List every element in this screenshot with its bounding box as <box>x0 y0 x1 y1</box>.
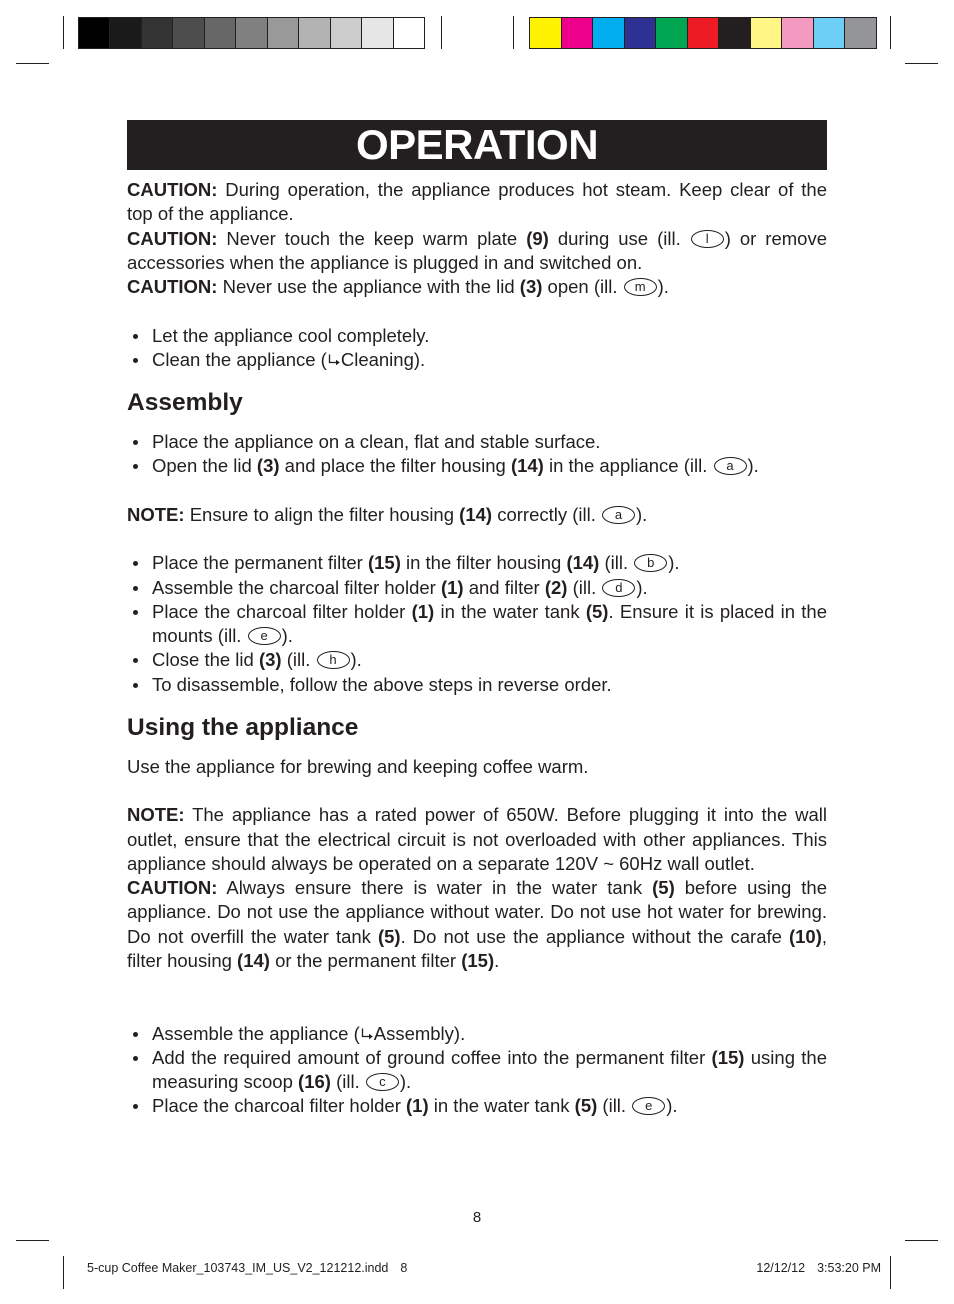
text-run: Place the charcoal filter holder <box>152 600 412 622</box>
bullet-icon <box>133 334 138 339</box>
text-run: ). <box>657 276 669 297</box>
text-run: or the permanent filter <box>269 949 462 971</box>
text-run: . Do not use the appliance without the carafe <box>400 925 789 947</box>
crop-mark-top-right-horizontal <box>905 63 938 64</box>
bold-text: (9) <box>526 227 549 249</box>
bold-text: NOTE: <box>127 503 185 525</box>
color-swatch <box>750 18 782 48</box>
crop-mark-top-left-horizontal <box>16 63 49 64</box>
registration-mark-color-bar <box>513 16 514 49</box>
text-run: Always ensure there is water in the water tank <box>217 877 653 898</box>
page-number: 8 <box>472 1209 482 1226</box>
caution-keep-warm-plate <box>127 227 827 276</box>
illustration-ref-badge: a <box>714 457 747 475</box>
caution-water-tank <box>127 876 827 973</box>
illustration-ref-badge: a <box>602 506 635 524</box>
print-slug-timestamp <box>756 1260 881 1276</box>
text-run: Clean the appliance ( <box>152 348 327 370</box>
text-run: during use (ill. <box>548 227 690 249</box>
text-run: using the measuring scoop <box>152 1046 827 1092</box>
bold-text: (1) <box>411 600 435 622</box>
bold-text: (14) <box>510 455 544 477</box>
text-run: Never use the appliance with the lid <box>217 276 520 297</box>
text-run: before using the appliance. Do not use the appliance without water. Do not use hot water for brewing. Do not overfill the water tank <box>127 877 827 947</box>
slug-time: 3:53:20 PM <box>817 1261 881 1275</box>
gray-swatch <box>79 18 109 48</box>
assembly-setup-steps <box>127 430 827 479</box>
text-run: correctly (ill. <box>492 503 602 525</box>
text-run: . Ensure it is placed in the mounts (ill. <box>152 600 827 646</box>
color-swatch <box>530 18 561 48</box>
text-run: (ill. <box>281 649 316 671</box>
crop-mark-top-left-vertical <box>63 16 64 49</box>
text-run: Use the appliance for brewing and keeping coffee warm. <box>127 755 589 777</box>
crop-mark-top-right-vertical <box>890 16 891 49</box>
crop-mark-bottom-left-horizontal <box>16 1240 49 1241</box>
bold-text: (5) <box>377 925 401 947</box>
text-run: Place the appliance on a clean, flat and stable surface. <box>152 431 601 452</box>
brewing-steps <box>127 1022 827 1119</box>
color-swatch <box>655 18 687 48</box>
assembly-step <box>127 600 827 649</box>
text-run: To disassemble, follow the above steps in reverse order. <box>152 673 612 695</box>
bullet-icon <box>133 440 138 445</box>
text-run: open (ill. <box>542 276 623 297</box>
text-run: ). <box>636 503 648 525</box>
brewing-step <box>127 1046 827 1095</box>
bullet-icon <box>133 1104 138 1109</box>
text-run: and filter <box>463 576 545 598</box>
bold-text: NOTE: <box>127 804 185 826</box>
note-rated-power <box>127 803 827 876</box>
text-run: Never touch the keep warm plate <box>217 227 527 249</box>
gray-swatch <box>204 18 235 48</box>
preparation-step <box>127 348 827 372</box>
caution-hot-steam <box>127 178 827 227</box>
gray-swatch <box>361 18 392 48</box>
bullet-icon <box>133 1032 138 1037</box>
illustration-ref-badge: h <box>317 651 350 669</box>
text-run: in the filter housing <box>400 552 567 574</box>
preparation-steps <box>127 324 827 373</box>
color-swatch <box>813 18 845 48</box>
print-slug-file <box>87 1260 407 1276</box>
color-swatch <box>718 18 750 48</box>
text-run: Place the permanent filter <box>152 552 368 574</box>
bullet-icon <box>133 561 138 566</box>
text-run: (ill. <box>597 1095 632 1117</box>
page-content <box>127 178 827 1119</box>
text-run: Assemble the appliance ( <box>152 1022 360 1044</box>
bold-text: (16) <box>298 1071 331 1092</box>
color-swatch <box>844 18 876 48</box>
bold-text: (15) <box>367 552 401 574</box>
bullet-icon <box>133 1056 138 1061</box>
gray-swatch <box>109 18 140 48</box>
text-run: Open the lid <box>152 455 257 477</box>
bold-text: (15) <box>461 949 495 971</box>
assembly-heading: Assembly <box>127 389 243 416</box>
gray-swatch <box>235 18 266 48</box>
bold-text: (15) <box>711 1046 745 1068</box>
text-run: Cleaning). <box>340 348 426 370</box>
gray-swatch <box>298 18 329 48</box>
text-run: Assemble the charcoal filter holder <box>152 576 441 598</box>
assembly-step <box>127 673 827 697</box>
color-swatch <box>624 18 656 48</box>
caution-lid-open <box>127 275 827 299</box>
bold-text: (3) <box>256 455 280 477</box>
process-color-control-bar <box>529 17 877 49</box>
crop-mark-bottom-left-vertical <box>63 1256 64 1289</box>
registration-mark-gray-bar <box>441 16 442 49</box>
illustration-ref-badge: m <box>624 278 657 296</box>
color-swatch <box>592 18 624 48</box>
text-run: Close the lid <box>152 649 259 671</box>
assembly-step <box>127 576 827 600</box>
text-run: ). <box>666 1095 678 1117</box>
bold-text: CAUTION: <box>127 877 218 898</box>
text-run: (ill. <box>330 1071 365 1092</box>
section-title-bar <box>127 120 827 170</box>
illustration-ref-badge: l <box>691 230 724 248</box>
text-run: ). <box>636 576 648 598</box>
text-run: During operation, the appliance produces hot steam. Keep clear of the top of the appliance. <box>127 179 827 225</box>
text-run: ). <box>281 625 293 646</box>
text-run: ) or remove accessories when the appliance is plugged in and switched on. <box>127 227 827 273</box>
text-run: in the appliance (ill. <box>543 455 713 477</box>
gray-swatch <box>330 18 361 48</box>
assembly-step <box>127 648 827 672</box>
bullet-icon <box>133 464 138 469</box>
text-run: The appliance has a rated power of 650W. Before plugging it into the wall outlet, ensure that the electrical circuit is not overloaded with other appliances. This appliance should always be operated on a separate 120V ~ 60Hz wall outlet. <box>127 804 827 874</box>
crop-mark-bottom-right-vertical <box>890 1256 891 1289</box>
bullet-icon <box>133 658 138 663</box>
text-run: ). <box>350 649 362 671</box>
bold-text: (1) <box>440 576 464 598</box>
bullet-icon <box>133 610 138 615</box>
slug-file-page: 8 <box>400 1261 408 1275</box>
bold-text: (2) <box>544 576 568 598</box>
text-run: . <box>494 949 500 971</box>
usage-purpose <box>127 755 827 779</box>
bold-text: (14) <box>237 949 270 971</box>
color-swatch <box>781 18 813 48</box>
bold-text: (3) <box>258 649 282 671</box>
assembly-step <box>127 454 827 478</box>
bold-text: (5) <box>652 877 675 898</box>
text-run: Add the required amount of ground coffee into the permanent filter <box>152 1046 712 1068</box>
brewing-step <box>127 1094 827 1118</box>
color-swatch <box>561 18 593 48</box>
text-run: , filter housing <box>127 925 828 971</box>
preparation-step <box>127 324 827 348</box>
gray-swatch <box>172 18 203 48</box>
illustration-ref-badge: e <box>248 627 281 645</box>
color-swatch <box>687 18 719 48</box>
reference-arrow-icon <box>327 353 341 367</box>
text-run: (ill. <box>599 552 634 574</box>
bold-text: (1) <box>406 1095 429 1117</box>
bullet-icon <box>133 586 138 591</box>
text-run: in the water tank <box>428 1095 575 1117</box>
illustration-ref-badge: e <box>632 1097 665 1115</box>
bold-text: (10) <box>788 925 822 947</box>
using-appliance-heading: Using the appliance <box>127 713 359 741</box>
text-run: in the water tank <box>434 600 586 622</box>
section-title: OPERATION <box>355 121 599 168</box>
grayscale-control-bar <box>78 17 425 49</box>
gray-swatch <box>267 18 298 48</box>
crop-mark-bottom-right-horizontal <box>905 1240 938 1241</box>
bullet-icon <box>133 358 138 363</box>
illustration-ref-badge: d <box>602 579 635 597</box>
gray-swatch <box>393 18 424 48</box>
text-run: Let the appliance cool completely. <box>152 324 430 346</box>
reference-arrow-icon <box>360 1027 374 1041</box>
text-run: Ensure to align the filter housing <box>184 503 460 525</box>
note-align-filter-housing <box>127 503 827 527</box>
bold-text: (3) <box>519 276 543 297</box>
bold-text: (14) <box>459 503 493 525</box>
assembly-filter-steps <box>127 551 827 697</box>
text-run: Place the charcoal filter holder <box>152 1095 406 1117</box>
text-run: Assembly). <box>373 1022 466 1044</box>
text-run: ). <box>668 552 680 574</box>
text-run: ). <box>747 455 759 477</box>
bold-text: CAUTION: <box>127 227 218 249</box>
assembly-step <box>127 430 827 454</box>
brewing-step <box>127 1022 827 1046</box>
text-run: (ill. <box>567 576 602 598</box>
bullet-icon <box>133 683 138 688</box>
assembly-step <box>127 551 827 575</box>
bold-text: (5) <box>585 600 609 622</box>
illustration-ref-badge: c <box>366 1073 399 1091</box>
text-run: ). <box>399 1071 412 1092</box>
bold-text: CAUTION: <box>127 276 218 297</box>
slug-file-name: 5-cup Coffee Maker_103743_IM_US_V2_121212.indd <box>87 1261 389 1275</box>
illustration-ref-badge: b <box>634 554 667 572</box>
gray-swatch <box>141 18 172 48</box>
text-run: and place the filter housing <box>279 455 511 477</box>
bold-text: (14) <box>566 552 600 574</box>
slug-date: 12/12/12 <box>756 1261 806 1275</box>
bold-text: CAUTION: <box>127 179 218 200</box>
bold-text: (5) <box>574 1095 598 1117</box>
